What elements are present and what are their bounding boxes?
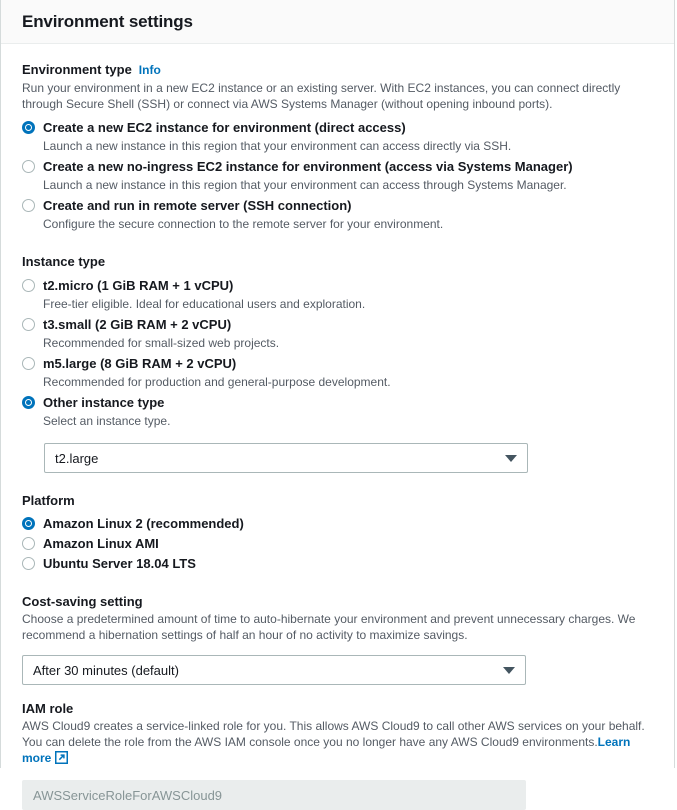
instance-type-label-text: Instance type: [22, 254, 106, 269]
radio-label: Amazon Linux AMI: [43, 536, 159, 551]
radio-label: Ubuntu Server 18.04 LTS: [43, 556, 196, 571]
panel-header: [1, 0, 674, 44]
environment-type-section: [22, 61, 653, 234]
chevron-down-icon: [503, 667, 515, 674]
environment-type-label-text: Environment type: [22, 62, 132, 77]
radio-label: Other instance type: [43, 395, 165, 410]
environment-type-info-link[interactable]: Info: [138, 63, 161, 77]
cost-saving-select-wrap: [22, 655, 653, 685]
radio-label: Create a new EC2 instance for environment (direct access): [43, 120, 406, 135]
cost-saving-select-value: After 30 minutes (default): [33, 662, 179, 678]
external-link-icon: [55, 751, 68, 768]
radio-label: t2.micro (1 GiB RAM + 1 vCPU): [43, 278, 234, 293]
iam-role-description-text: AWS Cloud9 creates a service-linked role for you. This allows AWS Cloud9 to call other AWS services on your behalf. You can delete the role from the AWS IAM console once you no longer have any AWS Cloud9 environments.: [22, 719, 645, 749]
platform-section: [22, 492, 653, 574]
instance-type-label: [22, 253, 653, 270]
environment-type-radio-group: [22, 117, 653, 234]
radio-label: m5.large (8 GiB RAM + 2 vCPU): [43, 356, 237, 371]
radio-option-amazon-linux-2[interactable]: [22, 514, 653, 534]
cost-saving-description: Choose a predetermined amount of time to auto-hibernate your environment and prevent unnecessary charges. We recommend a hibernation settings of half an hour of no activity to maximize savings.: [22, 612, 636, 642]
radio-label: Create and run in remote server (SSH connection): [43, 198, 352, 213]
iam-role-label: [22, 700, 653, 717]
cost-saving-section: [22, 593, 653, 685]
radio-indicator[interactable]: [22, 199, 35, 212]
radio-description: Select an instance type.: [43, 414, 171, 428]
radio-description: Recommended for production and general-purpose development.: [43, 375, 391, 389]
radio-description: Launch a new instance in this region that your environment can access directly via SSH.: [43, 139, 512, 153]
cost-saving-label-text: Cost-saving setting: [22, 594, 143, 609]
panel-body: [1, 44, 674, 810]
radio-indicator[interactable]: [22, 557, 35, 570]
instance-type-select-value: t2.large: [55, 450, 99, 466]
radio-indicator[interactable]: [22, 121, 35, 134]
cost-saving-label: [22, 593, 653, 610]
radio-indicator[interactable]: [22, 318, 35, 331]
radio-option-ubuntu-server-1804[interactable]: [22, 554, 653, 574]
radio-option-amazon-linux-ami[interactable]: [22, 534, 653, 554]
iam-role-label-text: IAM role: [22, 701, 74, 716]
radio-indicator[interactable]: [22, 279, 35, 292]
radio-option-remote-server[interactable]: [22, 195, 653, 234]
radio-indicator[interactable]: [22, 160, 35, 173]
environment-type-description: Run your environment in a new EC2 instance or an existing server. With EC2 instances, you can connect directly through Secure Shell (SSH) or connect via AWS Systems Manager (without opening inbound ports).: [22, 81, 621, 111]
radio-option-other-instance-type[interactable]: [22, 392, 653, 431]
radio-indicator[interactable]: [22, 517, 35, 530]
radio-description: Configure the secure connection to the remote server for your environment.: [43, 217, 444, 231]
radio-option-t3-small[interactable]: [22, 314, 653, 353]
radio-indicator[interactable]: [22, 357, 35, 370]
instance-type-section: [22, 253, 653, 473]
iam-role-value-field: [22, 780, 526, 810]
instance-type-radio-group: [22, 275, 653, 431]
platform-label: [22, 492, 653, 509]
platform-radio-group: [22, 514, 653, 574]
page-title: Environment settings: [22, 11, 193, 31]
iam-role-description: [22, 718, 650, 768]
radio-option-no-ingress-ec2[interactable]: [22, 156, 653, 195]
platform-label-text: Platform: [22, 493, 75, 508]
radio-label: Create a new no-ingress EC2 instance for environment (access via Systems Manager): [43, 159, 573, 174]
learn-more-link[interactable]: Learn more: [22, 735, 631, 765]
radio-indicator[interactable]: [22, 537, 35, 550]
cost-saving-select[interactable]: [22, 655, 526, 685]
radio-description: Free-tier eligible. Ideal for educational users and exploration.: [43, 297, 366, 311]
environment-type-label: [22, 61, 653, 79]
radio-label: Amazon Linux 2 (recommended): [43, 516, 244, 531]
radio-description: Launch a new instance in this region that your environment can access through Systems Manager.: [43, 178, 567, 192]
instance-type-select-wrap: [22, 443, 653, 473]
iam-role-section: [22, 700, 653, 810]
radio-option-t2-micro[interactable]: [22, 275, 653, 314]
radio-option-ec2-direct[interactable]: [22, 117, 653, 156]
iam-role-value: AWSServiceRoleForAWSCloud9: [33, 787, 223, 803]
radio-description: Recommended for small-sized web projects.: [43, 336, 280, 350]
radio-label: t3.small (2 GiB RAM + 2 vCPU): [43, 317, 232, 332]
radio-option-m5-large[interactable]: [22, 353, 653, 392]
chevron-down-icon: [505, 455, 517, 462]
instance-type-select[interactable]: [44, 443, 528, 473]
radio-indicator[interactable]: [22, 396, 35, 409]
